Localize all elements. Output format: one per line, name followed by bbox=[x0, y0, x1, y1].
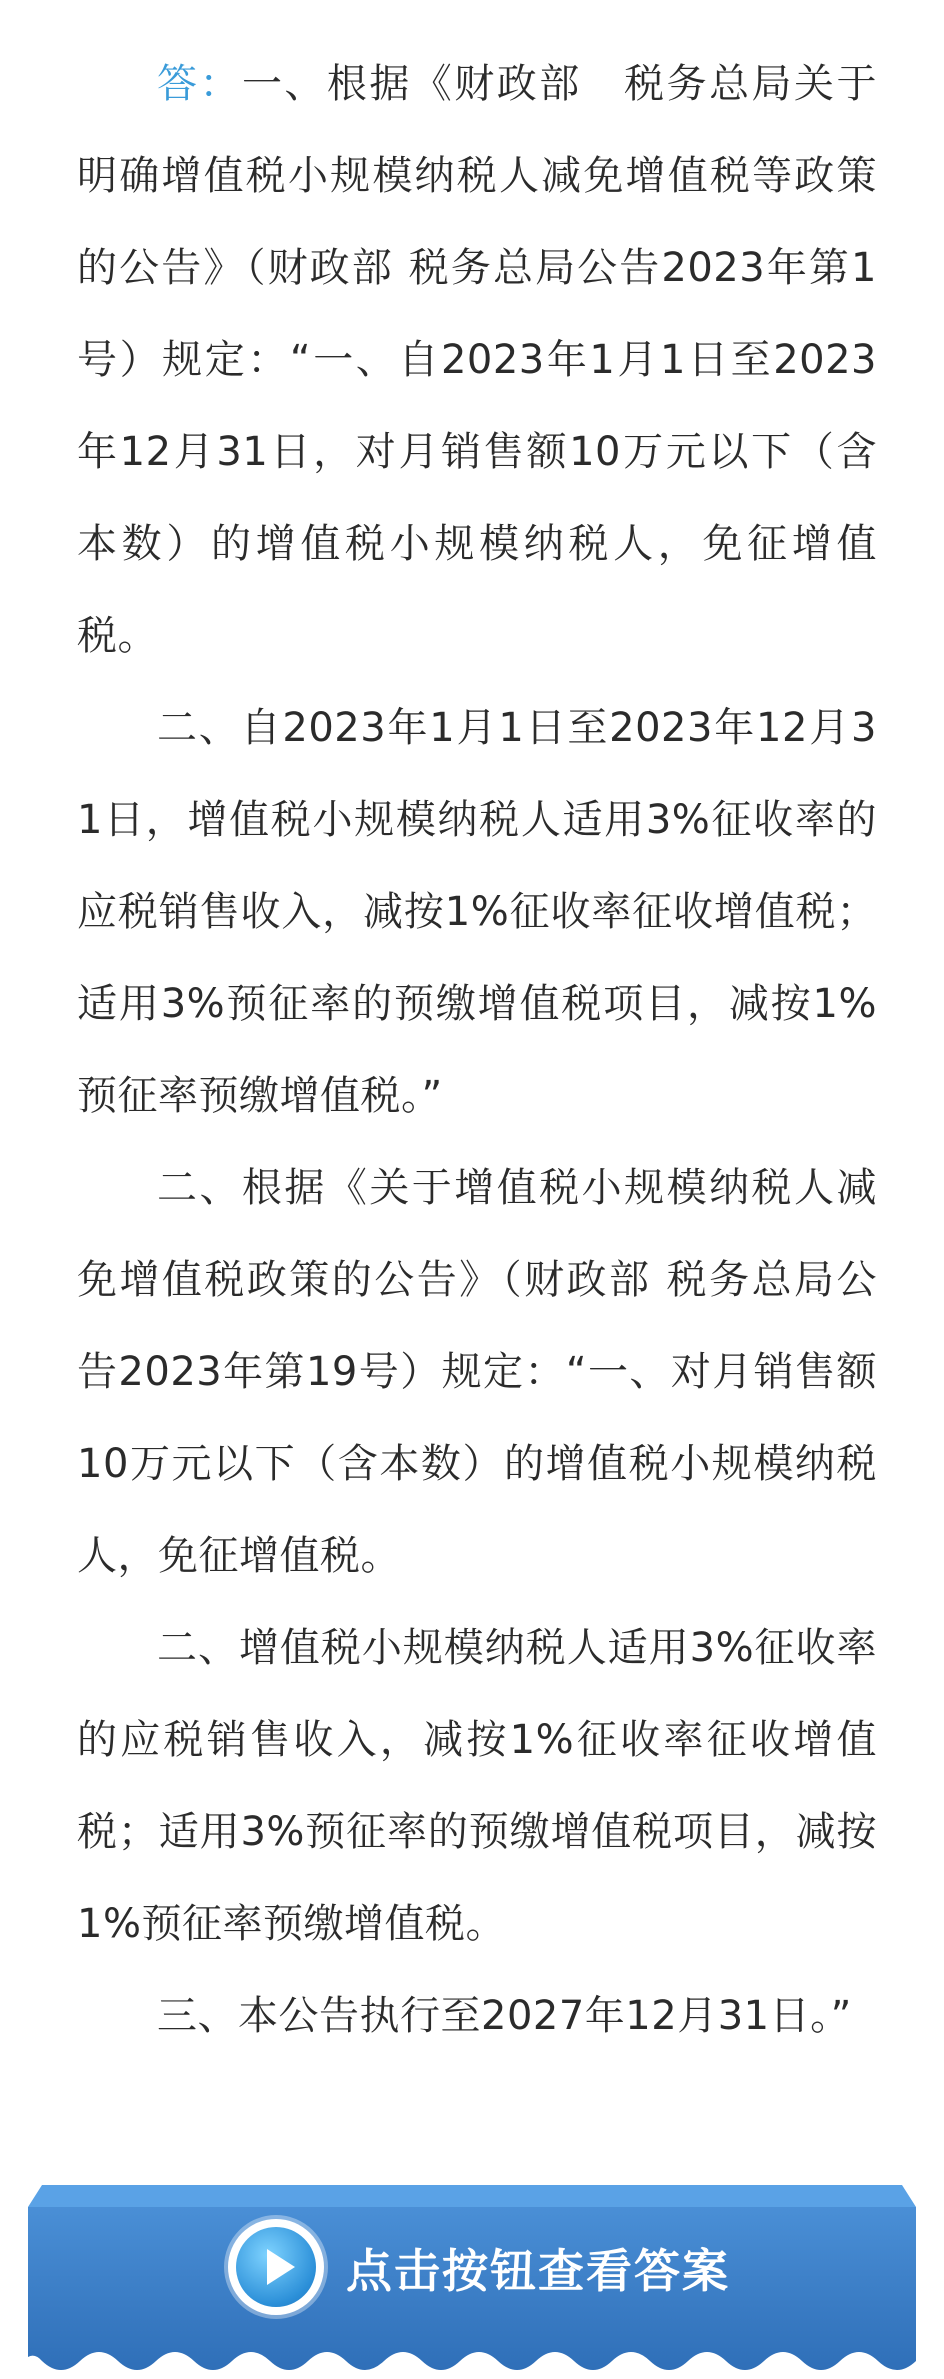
view-answer-button-label[interactable]: 点击按钮查看答案 bbox=[346, 2244, 730, 2298]
play-icon-circle bbox=[236, 2227, 316, 2307]
answer-paragraph-3: 二、根据《关于增值税小规模纳税人减免增值税政策的公告》（财政部 税务总局公告2023年第19号）规定：“一、对月销售额10万元以下（含本数）的增值税小规模纳税人，免征增值税。 bbox=[77, 1165, 877, 1579]
answer-paragraph-2: 二、自2023年1月1日至2023年12月31日，增值税小规模纳税人适用3%征收率的应税销售收入，减按1%征收率征收增值税；适用3%预征率的预缴增值税项目，减按1%预征率预缴增值税。” bbox=[77, 705, 877, 1119]
view-answer-banner[interactable] bbox=[28, 2185, 916, 2379]
play-icon[interactable] bbox=[228, 2219, 324, 2315]
answer-paragraph-4: 二、增值税小规模纳税人适用3%征收率的应税销售收入，减按1%征收率征收增值税；适用3%预征率的预缴增值税项目，减按1%预征率预缴增值税。 bbox=[77, 1625, 877, 1947]
answer-paragraph-1 bbox=[77, 38, 877, 682]
answer-paragraph-5: 三、本公告执行至2027年12月31日。” bbox=[157, 1993, 852, 2039]
answer-content bbox=[77, 38, 877, 2062]
paragraph-text: 一、根据《财政部 税务总局关于明确增值税小规模纳税人减免增值税等政策的公告》（财政部 税务总局公告2023年第1号）规定：“一、自2023年1月1日至2023年12月31日，对月销售额10万元以下（含本数）的增值税小规模纳税人，免征增值税。 bbox=[77, 61, 877, 659]
play-icon-triangle bbox=[267, 2249, 295, 2285]
answer-label: 答： bbox=[157, 61, 242, 107]
